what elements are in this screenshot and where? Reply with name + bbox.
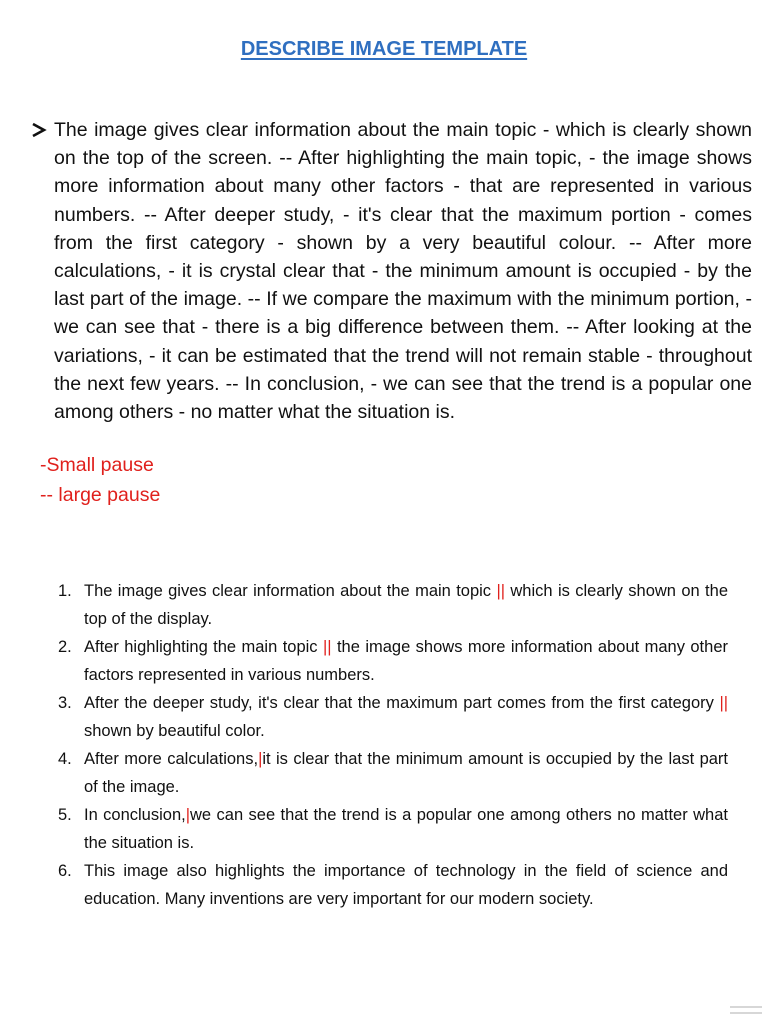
pause-marker: || (719, 694, 729, 712)
sentence-part: After the deeper study, it's clear that the maximum part comes from the first category (84, 694, 714, 712)
list-number: 4. (58, 750, 72, 768)
list-item (58, 577, 728, 633)
list-item (58, 857, 728, 913)
sentence-part: This image also highlights the importance of technology in the field of science and education. Many inventions are very important for our modern society. (84, 862, 728, 908)
sentence-part: which is clearly shown on the top of the display. (84, 582, 728, 628)
pause-marker: || (322, 638, 332, 656)
large-pause-legend: -- large pause (40, 484, 161, 506)
template-paragraph: The image gives clear information about the main topic - which is clearly shown on the top of the screen. -- After highlighting the main topic, - the image shows more information about many other factors - that are represented in various numbers. -- After deeper study, - it's clear that the maximum portion - comes from the first category - shown by a very beautiful colour. -- After more calculations, - it is crystal clear that - the minimum amount is occupied - by the last part of the image. -- If we compare the maximum with the minimum portion, - we can see that - there is a big difference between them. -- After looking at the variations, - it can be estimated that the trend will not remain stable - throughout the next few years. -- In conclusion, - we can see that the trend is a popular one among others - no matter what the situation is. (54, 119, 752, 424)
list-number: 2. (58, 638, 72, 656)
sentence-part: we can see that the trend is a popular one among others no matter what the situation is. (84, 806, 728, 852)
arrow-bullet-icon (30, 119, 48, 141)
sentence-part: The image gives clear information about the main topic (84, 582, 492, 600)
sentence-part: In conclusion, (84, 806, 186, 824)
list-number: 5. (58, 806, 72, 824)
small-pause-legend: -Small pause (40, 454, 154, 476)
sentence-part: After highlighting the main topic (84, 638, 318, 656)
pause-marker: || (496, 582, 506, 600)
list-item (58, 633, 728, 689)
sentence-part: After more calculations, (84, 750, 259, 768)
list-number: 6. (58, 862, 72, 880)
pause-marker: | (258, 750, 263, 768)
list-item (58, 745, 728, 801)
sentence-part: it is clear that the minimum amount is occupied by the last part of the image. (84, 750, 729, 796)
list-item (58, 689, 728, 745)
page-title: DESCRIBE IMAGE TEMPLATE (240, 38, 528, 60)
list-number: 1. (58, 582, 72, 600)
pause-marker: | (185, 806, 191, 824)
sentence-part: the image shows more information about many other factors represented in various numbers. (84, 638, 728, 684)
list-number: 3. (58, 694, 72, 712)
numbered-sentences (58, 577, 728, 913)
list-item (58, 801, 728, 857)
corner-lines-icon (730, 1002, 762, 1016)
sentence-part: shown by beautiful color. (84, 722, 265, 740)
